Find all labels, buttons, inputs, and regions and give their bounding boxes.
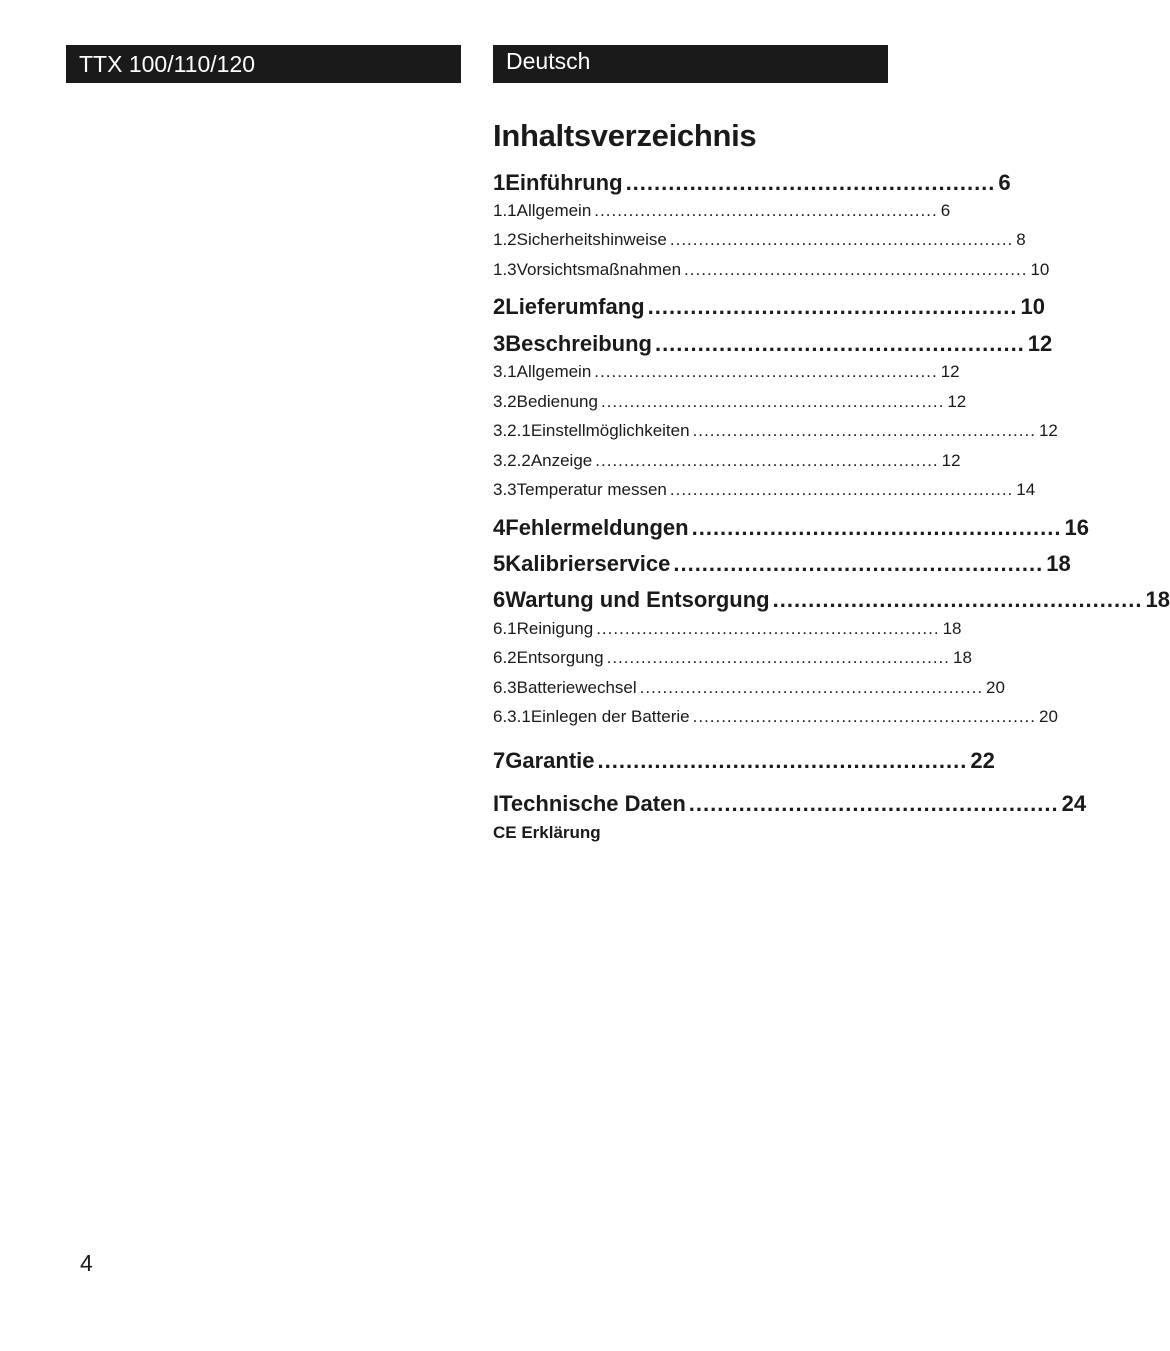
toc-entry-number: 2 bbox=[493, 294, 506, 319]
toc-entry-label: Kalibrierservice bbox=[505, 551, 671, 576]
toc-entry-label: Vorsichtsmaßnahmen bbox=[516, 260, 682, 279]
toc-leader-dots: .................................................... bbox=[688, 791, 1059, 816]
toc-entry-number: 6.1 bbox=[493, 619, 517, 638]
toc-entry-3-1[interactable] bbox=[493, 362, 960, 386]
toc-entry-number: 3.2 bbox=[493, 392, 517, 411]
toc-entry-number: 3.2.1 bbox=[493, 421, 531, 440]
toc-leader-dots: ............................................................ bbox=[692, 421, 1036, 440]
toc-entry-number: 3 bbox=[493, 331, 506, 356]
toc-entry-3[interactable] bbox=[493, 331, 1053, 361]
toc-entry-3-2-2[interactable] bbox=[493, 451, 961, 475]
toc-entry-number: I bbox=[493, 791, 500, 816]
toc-leader-dots: ............................................................ bbox=[669, 230, 1014, 249]
toc-leader-dots: .................................................... bbox=[597, 748, 968, 773]
toc-entry-number: 6 bbox=[493, 587, 506, 612]
language-header-bar bbox=[493, 45, 888, 83]
toc-entry-label: Wartung und Entsorgung bbox=[505, 587, 770, 612]
toc-leader-dots: ............................................................ bbox=[684, 260, 1028, 279]
toc-entry-1[interactable] bbox=[493, 170, 1011, 200]
toc-entry-page: 18 bbox=[1046, 551, 1071, 576]
toc-entry-number: 3.1 bbox=[493, 362, 517, 381]
toc-leader-dots: ............................................................ bbox=[594, 362, 938, 381]
toc-leader-dots: .................................................... bbox=[654, 331, 1025, 356]
toc-entry-number: 1.3 bbox=[493, 260, 517, 279]
toc-entry-page: 8 bbox=[1016, 230, 1026, 249]
toc-entry-2[interactable] bbox=[493, 294, 1045, 324]
toc-entry-6-2[interactable] bbox=[493, 648, 972, 672]
toc-entry-page: 20 bbox=[1038, 707, 1058, 726]
toc-entry-label: Garantie bbox=[505, 748, 595, 773]
toc-entry-label: Einführung bbox=[505, 170, 623, 195]
toc-entry-1-3[interactable] bbox=[493, 260, 1050, 284]
toc-entry-label: Allgemein bbox=[516, 362, 592, 381]
toc-entry-label: Technische Daten bbox=[499, 791, 686, 816]
toc-entry-6-3-1[interactable] bbox=[493, 707, 1058, 731]
toc-entry-number: 4 bbox=[493, 515, 506, 540]
toc-entry-1-2[interactable] bbox=[493, 230, 1026, 254]
toc-entry-number: 3.2.2 bbox=[493, 451, 531, 470]
toc-entry-6-3[interactable] bbox=[493, 678, 1005, 702]
toc-entry-6-1[interactable] bbox=[493, 619, 962, 643]
toc-entry-label: Anzeige bbox=[530, 451, 593, 470]
toc-entry-page: 20 bbox=[986, 678, 1005, 697]
toc-entry-label: Einstellmöglichkeiten bbox=[530, 421, 690, 440]
toc-entry-3-2[interactable] bbox=[493, 392, 967, 416]
toc-leader-dots: ............................................................ bbox=[639, 678, 984, 697]
toc-leader-dots: .................................................... bbox=[673, 551, 1044, 576]
toc-entry-page: 22 bbox=[970, 748, 995, 773]
toc-entry-number: 1 bbox=[493, 170, 506, 195]
toc-entry-3-2-1[interactable] bbox=[493, 421, 1058, 445]
toc-leader-dots: ............................................................ bbox=[600, 392, 945, 411]
toc-entry-page: 10 bbox=[1020, 294, 1045, 319]
model-header-text: TTX 100/110/120 bbox=[79, 51, 256, 77]
toc-leader-dots: .................................................... bbox=[772, 587, 1143, 612]
toc-entry-page: 12 bbox=[947, 392, 967, 411]
toc-leader-dots: ............................................................ bbox=[669, 480, 1014, 499]
toc-entry-number: 6.2 bbox=[493, 648, 517, 667]
toc-entry-page: 24 bbox=[1061, 791, 1087, 816]
toc-entry-7[interactable] bbox=[493, 748, 995, 778]
toc-entry-label: Entsorgung bbox=[516, 648, 604, 667]
toc-entry-label: Beschreibung bbox=[505, 331, 652, 356]
toc-entry-6[interactable] bbox=[493, 587, 1170, 617]
toc-entry-label: Sicherheitshinweise bbox=[516, 230, 667, 249]
model-header-bar bbox=[66, 45, 461, 83]
toc-leader-dots: ............................................................ bbox=[596, 619, 940, 638]
toc-leader-dots: ............................................................ bbox=[692, 707, 1036, 726]
page-number: 4 bbox=[80, 1250, 93, 1276]
toc-entry-3-3[interactable] bbox=[493, 480, 1036, 504]
toc-entry-page: 18 bbox=[952, 648, 972, 667]
toc-entry-page: 12 bbox=[940, 362, 960, 381]
toc-entry-5[interactable] bbox=[493, 551, 1071, 581]
toc-entry-label: Einlegen der Batterie bbox=[530, 707, 690, 726]
toc-leader-dots: ............................................................ bbox=[594, 201, 938, 220]
toc-entry-label: Temperatur messen bbox=[516, 480, 667, 499]
toc-entry-page: 12 bbox=[1038, 421, 1058, 440]
toc-entry-page: 14 bbox=[1016, 480, 1036, 499]
toc-entry-number: 3.3 bbox=[493, 480, 517, 499]
language-header-text: Deutsch bbox=[506, 48, 591, 74]
toc-entry-page: 12 bbox=[1027, 331, 1053, 356]
toc-leader-dots: ............................................................ bbox=[595, 451, 939, 470]
toc-ce-declaration[interactable]: CE Erklärung bbox=[493, 823, 601, 842]
toc-entry-page: 16 bbox=[1064, 515, 1089, 540]
toc-entry-number: 1.2 bbox=[493, 230, 517, 249]
toc-entry-number: 6.3.1 bbox=[493, 707, 531, 726]
toc-leader-dots: .................................................... bbox=[691, 515, 1062, 540]
toc-entry-label: Reinigung bbox=[516, 619, 594, 638]
toc-entry-label: Batteriewechsel bbox=[516, 678, 637, 697]
toc-entry-page: 10 bbox=[1030, 260, 1050, 279]
toc-entry-page: 6 bbox=[940, 201, 951, 220]
toc-entry-I[interactable] bbox=[493, 791, 1087, 821]
toc-entry-page: 18 bbox=[1145, 587, 1170, 612]
toc-entry-label: Bedienung bbox=[516, 392, 598, 411]
toc-title: Inhaltsverzeichnis bbox=[493, 118, 757, 153]
toc-entry-label: Allgemein bbox=[516, 201, 592, 220]
toc-entry-page: 6 bbox=[998, 170, 1011, 195]
toc-entry-number: 6.3 bbox=[493, 678, 517, 697]
toc-entry-label: Fehlermeldungen bbox=[505, 515, 689, 540]
toc-entry-number: 5 bbox=[493, 551, 506, 576]
toc-leader-dots: ............................................................ bbox=[606, 648, 950, 667]
toc-entry-page: 18 bbox=[942, 619, 962, 638]
toc-leader-dots: .................................................... bbox=[625, 170, 996, 195]
toc-entry-number: 7 bbox=[493, 748, 506, 773]
toc-leader-dots: .................................................... bbox=[647, 294, 1018, 319]
toc-entry-1-1[interactable] bbox=[493, 201, 951, 225]
toc-entry-page: 12 bbox=[941, 451, 961, 470]
toc-entry-4[interactable] bbox=[493, 515, 1089, 545]
toc-entry-label: Lieferumfang bbox=[505, 294, 645, 319]
toc-entry-number: 1.1 bbox=[493, 201, 517, 220]
